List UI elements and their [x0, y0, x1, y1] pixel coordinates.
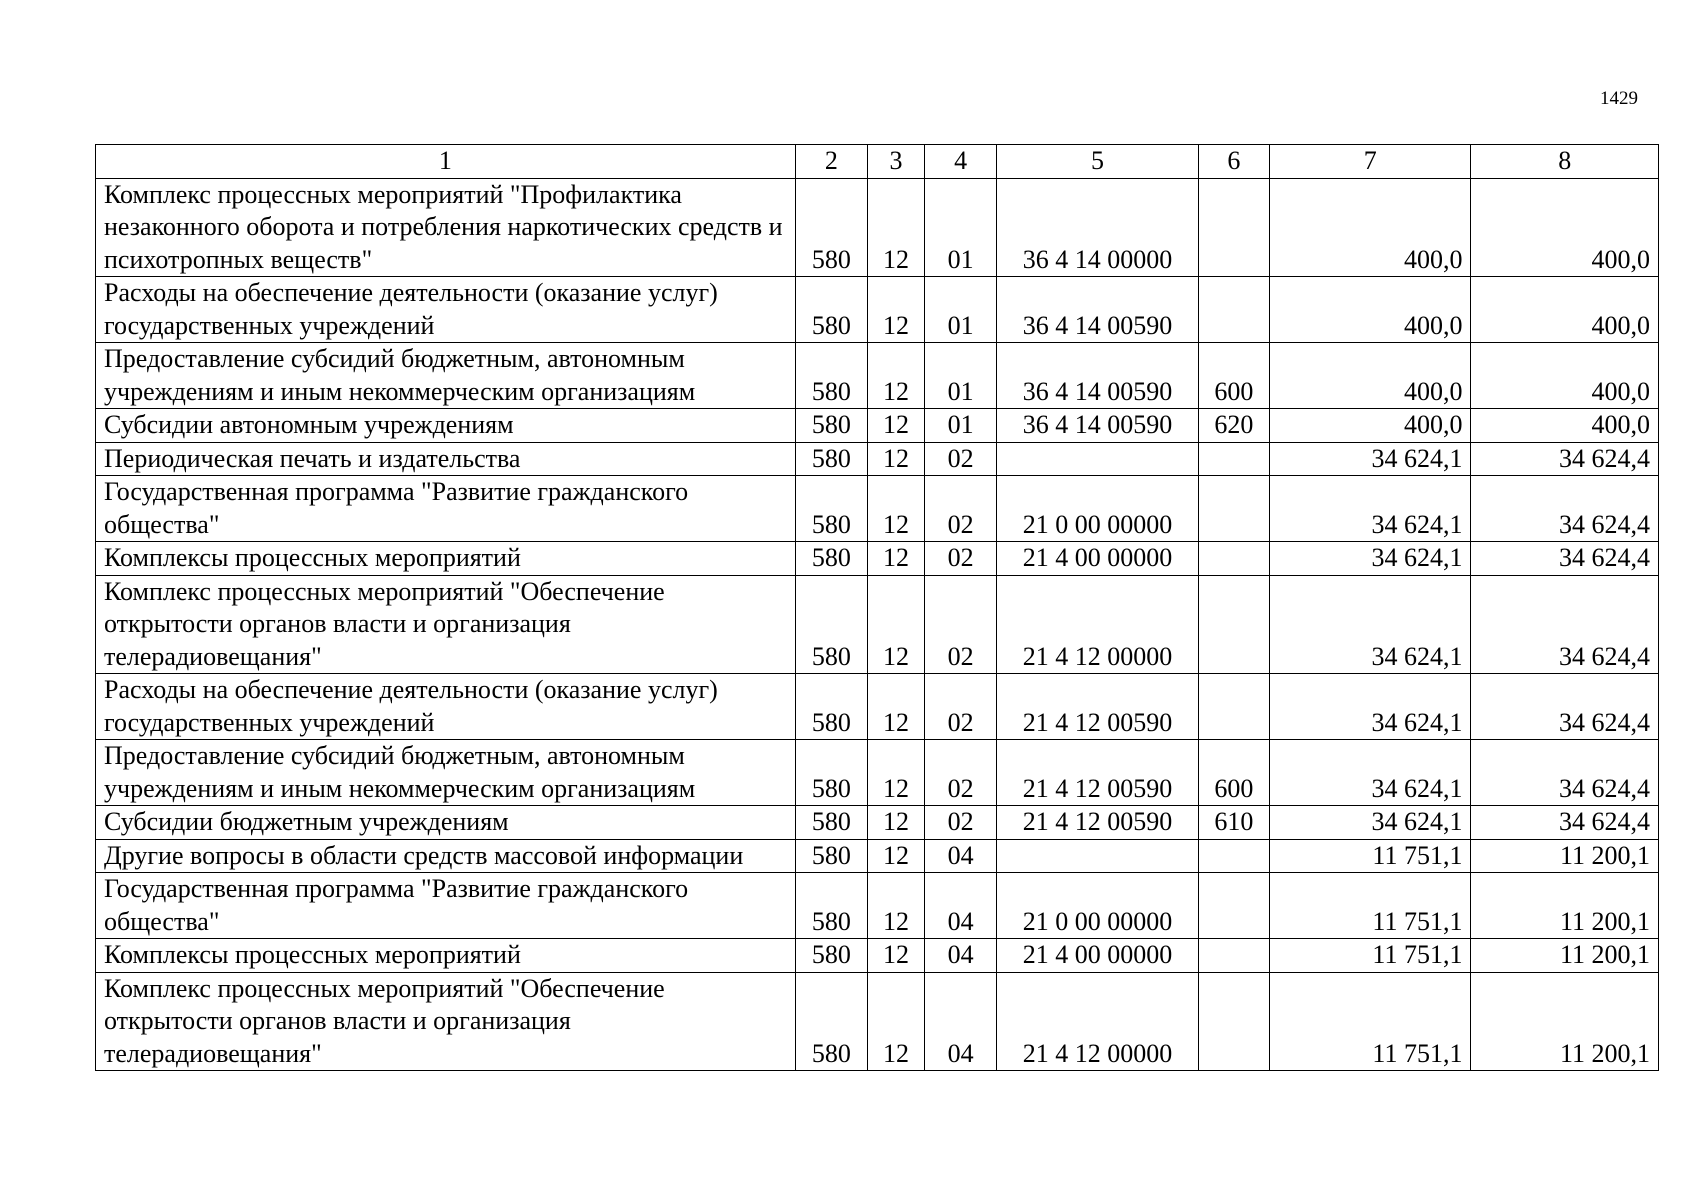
- ministry-code-cell: 580: [795, 972, 867, 1071]
- ministry-code-cell: 580: [795, 476, 867, 542]
- row-name-cell: Субсидии автономным учреждениям: [96, 409, 796, 443]
- amount-year1-cell: 34 624,1: [1269, 476, 1471, 542]
- ministry-code-cell: 580: [795, 806, 867, 840]
- amount-year2-cell: 34 624,4: [1471, 806, 1659, 840]
- amount-year2-cell: 34 624,4: [1471, 575, 1659, 674]
- section-code-cell: 12: [867, 806, 924, 840]
- amount-year1-cell: 34 624,1: [1269, 575, 1471, 674]
- amount-year2-cell: 400,0: [1471, 409, 1659, 443]
- table-row: [96, 476, 1659, 542]
- amount-year1-cell: 34 624,1: [1269, 674, 1471, 740]
- expense-type-cell: [1198, 575, 1269, 674]
- row-name-cell: Государственная программа "Развитие гражданского общества": [96, 476, 796, 542]
- subsection-code-cell: 02: [925, 542, 997, 576]
- expense-type-cell: 610: [1198, 806, 1269, 840]
- amount-year1-cell: 34 624,1: [1269, 542, 1471, 576]
- table-body: [96, 178, 1659, 1071]
- amount-year2-cell: 400,0: [1471, 343, 1659, 409]
- row-name-cell: Комплекс процессных мероприятий "Обеспечение открытости органов власти и организация телерадиовещания": [96, 972, 796, 1071]
- ministry-code-cell: 580: [795, 277, 867, 343]
- target-article-cell: 21 4 12 00590: [997, 674, 1199, 740]
- amount-year1-cell: 400,0: [1269, 178, 1471, 277]
- amount-year2-cell: 400,0: [1471, 178, 1659, 277]
- ministry-code-cell: 580: [795, 740, 867, 806]
- column-header: 7: [1269, 145, 1471, 179]
- amount-year2-cell: 34 624,4: [1471, 740, 1659, 806]
- section-code-cell: 12: [867, 972, 924, 1071]
- row-name-cell: Комплекс процессных мероприятий "Профилактика незаконного оборота и потребления наркотических средств и психотропных веществ": [96, 178, 796, 277]
- table-row: [96, 575, 1659, 674]
- table-row: [96, 740, 1659, 806]
- target-article-cell: [997, 839, 1199, 873]
- target-article-cell: 36 4 14 00590: [997, 343, 1199, 409]
- target-article-cell: 21 4 00 00000: [997, 542, 1199, 576]
- column-header: 6: [1198, 145, 1269, 179]
- table-row: [96, 442, 1659, 476]
- row-name-cell: Расходы на обеспечение деятельности (оказание услуг) государственных учреждений: [96, 674, 796, 740]
- table-row: [96, 343, 1659, 409]
- section-code-cell: 12: [867, 939, 924, 973]
- row-name-cell: Расходы на обеспечение деятельности (оказание услуг) государственных учреждений: [96, 277, 796, 343]
- amount-year1-cell: 34 624,1: [1269, 740, 1471, 806]
- amount-year1-cell: 400,0: [1269, 409, 1471, 443]
- amount-year1-cell: 11 751,1: [1269, 873, 1471, 939]
- row-name-cell: Комплексы процессных мероприятий: [96, 542, 796, 576]
- subsection-code-cell: 02: [925, 476, 997, 542]
- section-code-cell: 12: [867, 442, 924, 476]
- budget-table: [95, 144, 1659, 1071]
- ministry-code-cell: 580: [795, 674, 867, 740]
- subsection-code-cell: 01: [925, 178, 997, 277]
- row-name-cell: Государственная программа "Развитие гражданского общества": [96, 873, 796, 939]
- amount-year1-cell: 11 751,1: [1269, 839, 1471, 873]
- expense-type-cell: [1198, 442, 1269, 476]
- ministry-code-cell: 580: [795, 575, 867, 674]
- ministry-code-cell: 580: [795, 873, 867, 939]
- amount-year2-cell: 34 624,4: [1471, 542, 1659, 576]
- subsection-code-cell: 01: [925, 277, 997, 343]
- target-article-cell: 21 4 12 00590: [997, 806, 1199, 840]
- section-code-cell: 12: [867, 839, 924, 873]
- row-name-cell: Субсидии бюджетным учреждениям: [96, 806, 796, 840]
- expense-type-cell: [1198, 873, 1269, 939]
- amount-year2-cell: 11 200,1: [1471, 873, 1659, 939]
- amount-year1-cell: 400,0: [1269, 277, 1471, 343]
- section-code-cell: 12: [867, 277, 924, 343]
- table-row: [96, 409, 1659, 443]
- page-number: 1429: [1600, 88, 1638, 109]
- amount-year1-cell: 11 751,1: [1269, 939, 1471, 973]
- target-article-cell: 21 4 12 00590: [997, 740, 1199, 806]
- table-row: [96, 839, 1659, 873]
- target-article-cell: 36 4 14 00590: [997, 277, 1199, 343]
- amount-year2-cell: 34 624,4: [1471, 476, 1659, 542]
- section-code-cell: 12: [867, 674, 924, 740]
- table-row: [96, 939, 1659, 973]
- ministry-code-cell: 580: [795, 178, 867, 277]
- ministry-code-cell: 580: [795, 542, 867, 576]
- target-article-cell: [997, 442, 1199, 476]
- table-row: [96, 972, 1659, 1071]
- expense-type-cell: [1198, 839, 1269, 873]
- target-article-cell: 21 4 12 00000: [997, 575, 1199, 674]
- subsection-code-cell: 02: [925, 442, 997, 476]
- ministry-code-cell: 580: [795, 409, 867, 443]
- expense-type-cell: 620: [1198, 409, 1269, 443]
- target-article-cell: 21 4 12 00000: [997, 972, 1199, 1071]
- row-name-cell: Предоставление субсидий бюджетным, автономным учреждениям и иным некоммерческим организациям: [96, 343, 796, 409]
- amount-year1-cell: 34 624,1: [1269, 442, 1471, 476]
- expense-type-cell: [1198, 674, 1269, 740]
- amount-year2-cell: 11 200,1: [1471, 839, 1659, 873]
- row-name-cell: Комплекс процессных мероприятий "Обеспечение открытости органов власти и организация телерадиовещания": [96, 575, 796, 674]
- subsection-code-cell: 01: [925, 409, 997, 443]
- column-header: 3: [867, 145, 924, 179]
- target-article-cell: 21 0 00 00000: [997, 873, 1199, 939]
- section-code-cell: 12: [867, 178, 924, 277]
- section-code-cell: 12: [867, 873, 924, 939]
- amount-year1-cell: 11 751,1: [1269, 972, 1471, 1071]
- subsection-code-cell: 01: [925, 343, 997, 409]
- table-row: [96, 178, 1659, 277]
- row-name-cell: Предоставление субсидий бюджетным, автономным учреждениям и иным некоммерческим организациям: [96, 740, 796, 806]
- ministry-code-cell: 580: [795, 343, 867, 409]
- subsection-code-cell: 04: [925, 972, 997, 1071]
- column-header: 1: [96, 145, 796, 179]
- table-row: [96, 277, 1659, 343]
- amount-year1-cell: 400,0: [1269, 343, 1471, 409]
- subsection-code-cell: 02: [925, 674, 997, 740]
- subsection-code-cell: 02: [925, 806, 997, 840]
- ministry-code-cell: 580: [795, 839, 867, 873]
- column-header: 2: [795, 145, 867, 179]
- column-header: 4: [925, 145, 997, 179]
- subsection-code-cell: 04: [925, 939, 997, 973]
- ministry-code-cell: 580: [795, 442, 867, 476]
- row-name-cell: Другие вопросы в области средств массовой информации: [96, 839, 796, 873]
- section-code-cell: 12: [867, 542, 924, 576]
- amount-year2-cell: 400,0: [1471, 277, 1659, 343]
- subsection-code-cell: 02: [925, 575, 997, 674]
- expense-type-cell: [1198, 178, 1269, 277]
- subsection-code-cell: 04: [925, 873, 997, 939]
- subsection-code-cell: 04: [925, 839, 997, 873]
- expense-type-cell: [1198, 277, 1269, 343]
- subsection-code-cell: 02: [925, 740, 997, 806]
- expense-type-cell: [1198, 542, 1269, 576]
- section-code-cell: 12: [867, 575, 924, 674]
- section-code-cell: 12: [867, 476, 924, 542]
- ministry-code-cell: 580: [795, 939, 867, 973]
- amount-year1-cell: 34 624,1: [1269, 806, 1471, 840]
- table-row: [96, 542, 1659, 576]
- column-header: 8: [1471, 145, 1659, 179]
- row-name-cell: Периодическая печать и издательства: [96, 442, 796, 476]
- expense-type-cell: [1198, 939, 1269, 973]
- expense-type-cell: [1198, 476, 1269, 542]
- expense-type-cell: 600: [1198, 343, 1269, 409]
- section-code-cell: 12: [867, 740, 924, 806]
- expense-type-cell: [1198, 972, 1269, 1071]
- target-article-cell: 21 4 00 00000: [997, 939, 1199, 973]
- column-header: 5: [997, 145, 1199, 179]
- amount-year2-cell: 34 624,4: [1471, 442, 1659, 476]
- table-row: [96, 806, 1659, 840]
- section-code-cell: 12: [867, 409, 924, 443]
- header-row: [96, 145, 1659, 179]
- target-article-cell: 21 0 00 00000: [997, 476, 1199, 542]
- amount-year2-cell: 34 624,4: [1471, 674, 1659, 740]
- target-article-cell: 36 4 14 00590: [997, 409, 1199, 443]
- table-row: [96, 873, 1659, 939]
- row-name-cell: Комплексы процессных мероприятий: [96, 939, 796, 973]
- target-article-cell: 36 4 14 00000: [997, 178, 1199, 277]
- section-code-cell: 12: [867, 343, 924, 409]
- amount-year2-cell: 11 200,1: [1471, 972, 1659, 1071]
- amount-year2-cell: 11 200,1: [1471, 939, 1659, 973]
- table-row: [96, 674, 1659, 740]
- expense-type-cell: 600: [1198, 740, 1269, 806]
